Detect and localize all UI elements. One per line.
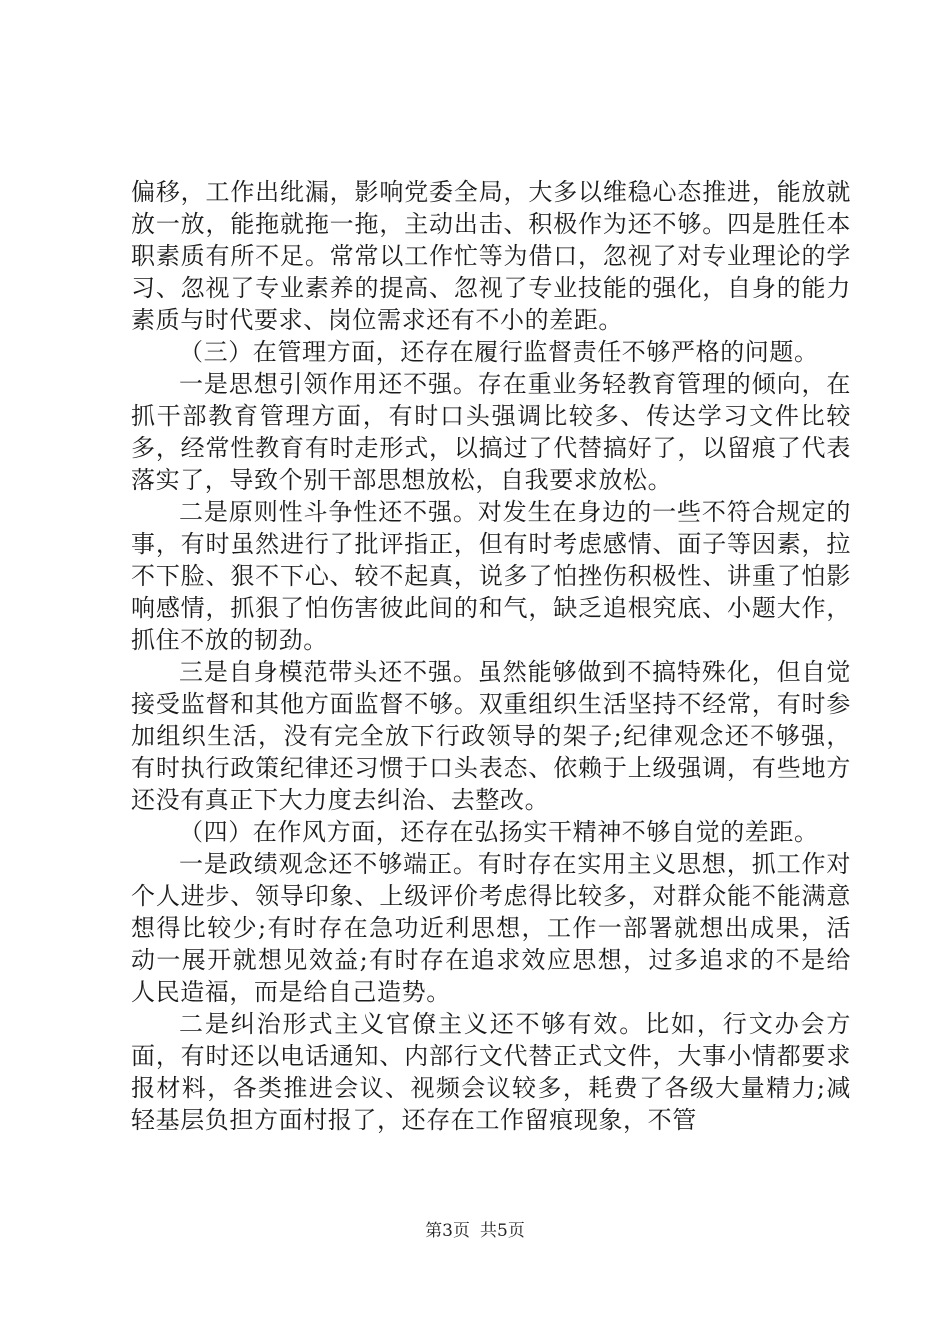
page-total: 共5页 [480,1221,525,1241]
page-footer [0,1216,950,1241]
paragraph-7: 一是政绩观念还不够端正。有时存在实用主义思想，抓工作对个人进步、领导印象、上级评价考虑得比较多，对群众能不能满意想得比较少;有时存在急功近利思想，工作一部署就想出成果，活动一展开就想见效益;有时存在追求效应思想，过多追求的不是给人民造福，而是给自己造势。 [131,850,851,1006]
paragraph-5: 三是自身模范带头还不强。虽然能够做到不搞特殊化，但自觉接受监督和其他方面监督不够。双重组织生活坚持不经常，有时参加组织生活，没有完全放下行政领导的架子;纪律观念还不够强，有时执行政策纪律还习惯于口头表态、依赖于上级强调，有些地方还没有真正下大力度去纠治、去整改。 [131,658,851,814]
page-number: 第3页 [425,1221,470,1241]
section-heading-three: （三）在管理方面，还存在履行监督责任不够严格的问题。 [179,338,819,366]
paragraph-8: 二是纠治形式主义官僚主义还不够有效。比如，行文办会方面，有时还以电话通知、内部行文代替正式文件，大事小情都要求报材料，各类推进会议、视频会议较多，耗费了各级大量精力;减轻基层负担方面村报了，还存在工作留痕现象，不管 [131,1010,851,1134]
paragraph-1: 偏移，工作出纰漏，影响党委全局，大多以维稳心态推进，能放就放一放，能拖就拖一拖，主动出击、积极作为还不够。四是胜任本职素质有所不足。常常以工作忙等为借口，忽视了对专业理论的学习、忽视了专业素养的提高、忽视了专业技能的强化，自身的能力素质与时代要求、岗位需求还有不小的差距。 [131,178,851,334]
section-heading-four: （四）在作风方面，还存在弘扬实干精神不够自觉的差距。 [179,818,819,846]
paragraph-4: 二是原则性斗争性还不强。对发生在身边的一些不符合规定的事，有时虽然进行了批评指正，但有时考虑感情、面子等因素，拉不下脸、狠不下心、较不起真，说多了怕挫伤积极性、讲重了怕影响感情，抓狠了怕伤害彼此间的和气，缺乏追根究底、小题大作，抓住不放的韧劲。 [131,498,851,654]
document-body [131,176,851,1136]
paragraph-3: 一是思想引领作用还不强。存在重业务轻教育管理的倾向，在抓干部教育管理方面，有时口头强调比较多、传达学习文件比较多，经常性教育有时走形式，以搞过了代替搞好了，以留痕了代表落实了，导致个别干部思想放松，自我要求放松。 [131,370,851,494]
